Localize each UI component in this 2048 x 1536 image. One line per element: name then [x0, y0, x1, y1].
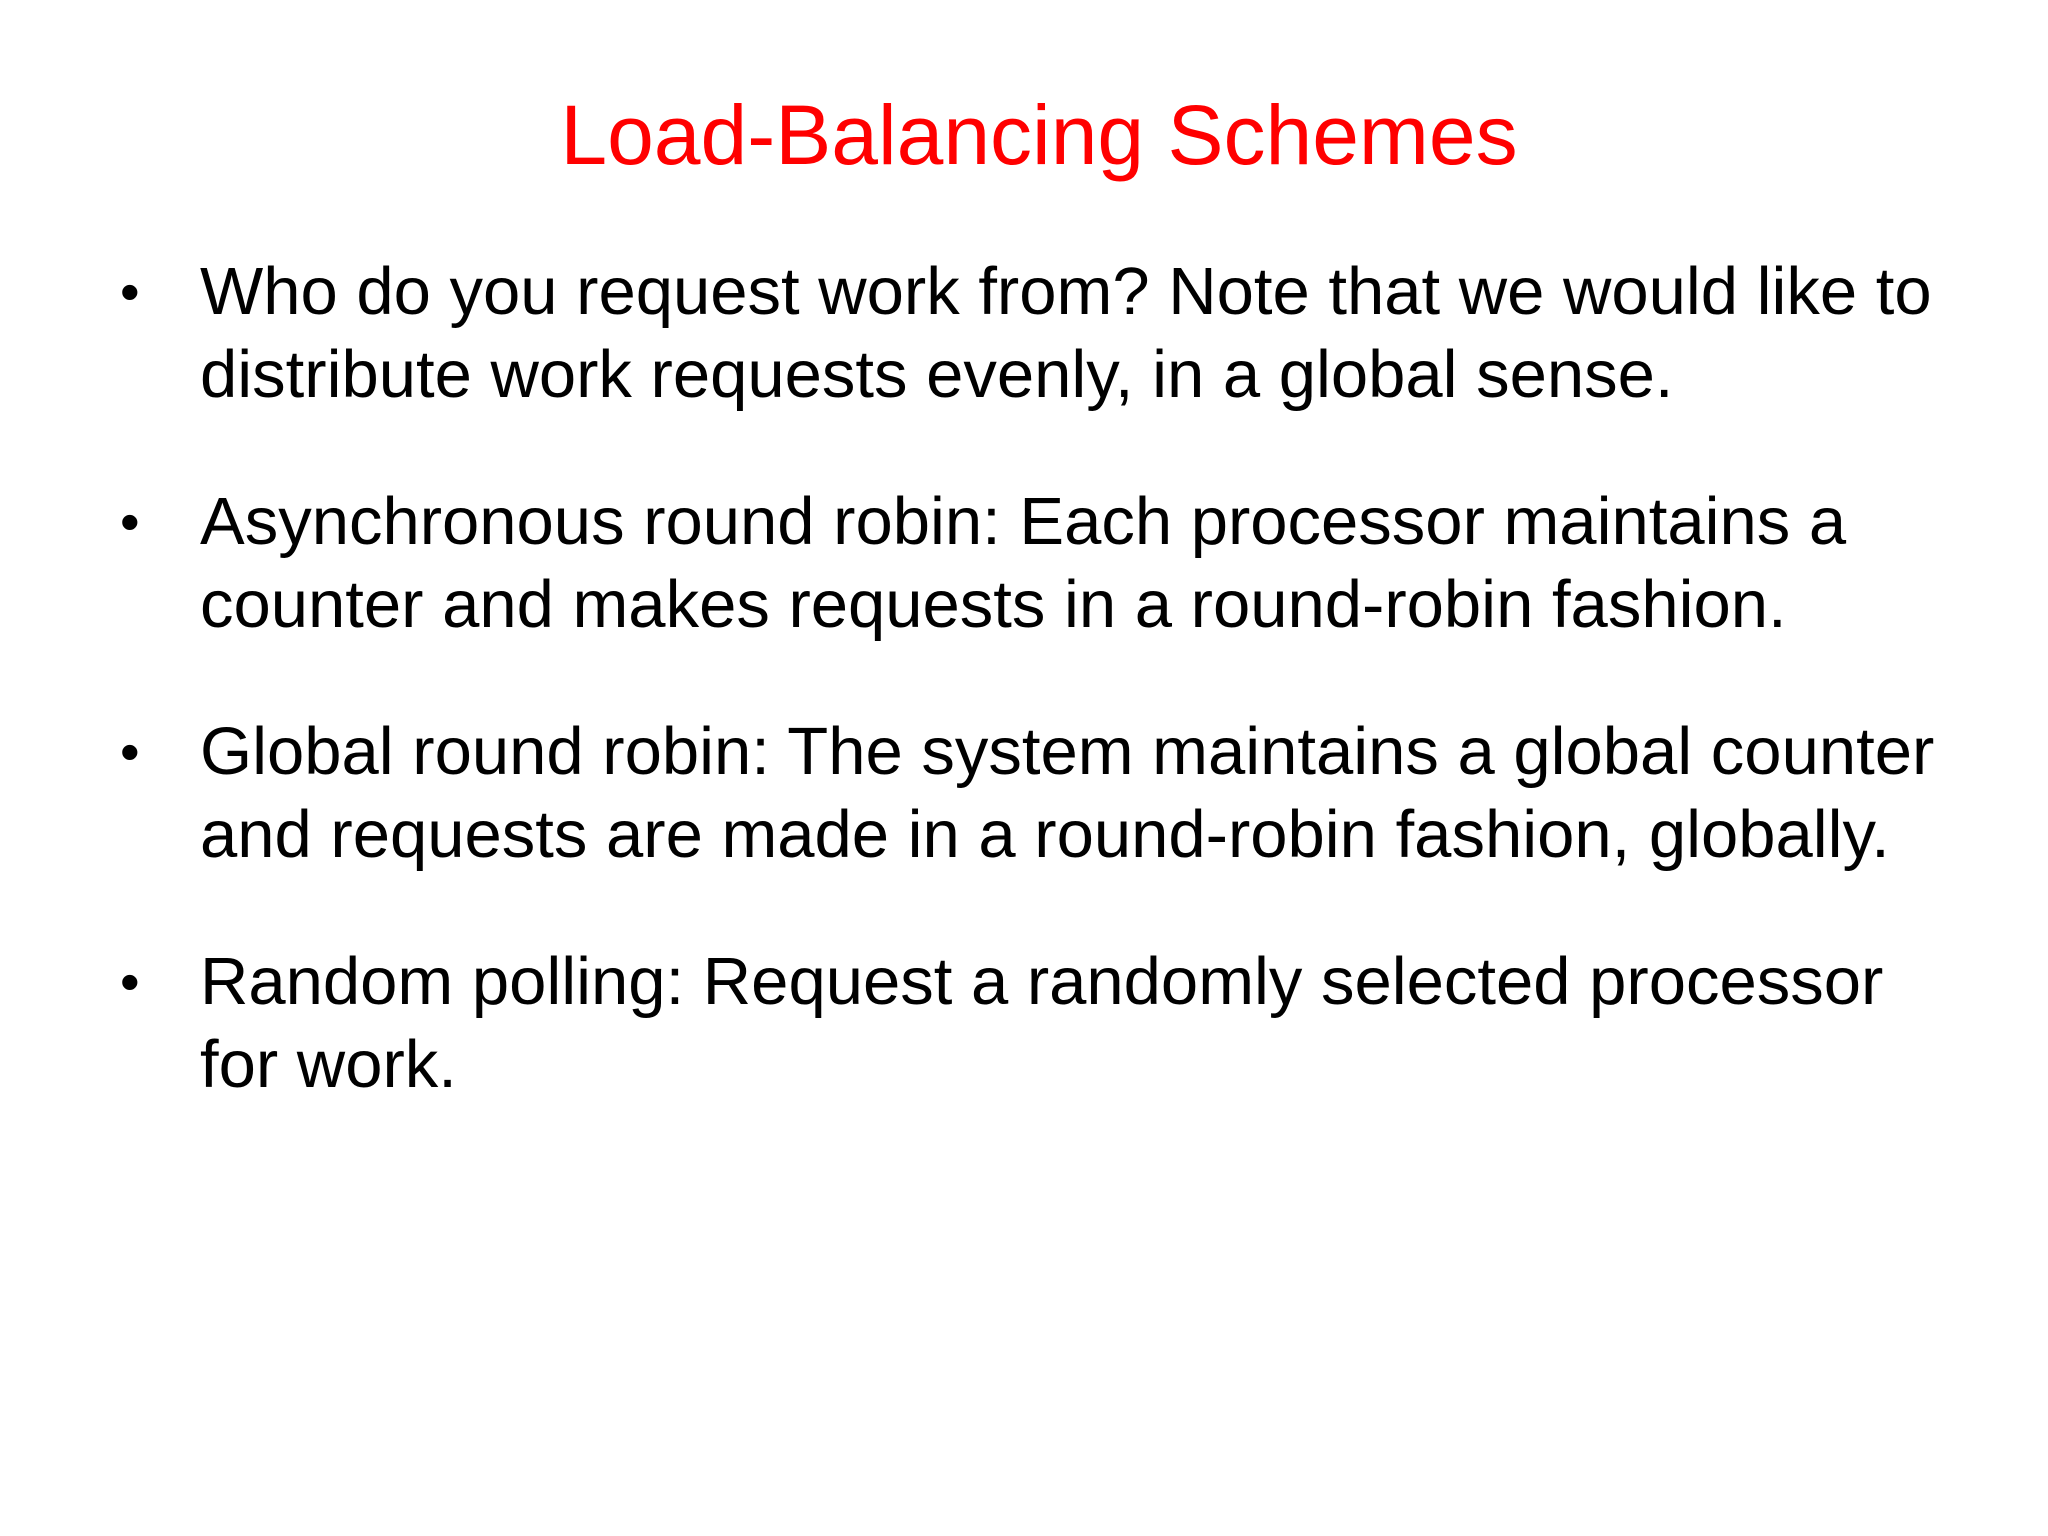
bullet-dot-icon: • [120, 720, 140, 783]
slide-title: Load-Balancing Schemes [560, 88, 1518, 182]
bullet-text: Asynchronous round robin: Each processor maintains a counter and makes requests in a round-robin fashion. [200, 484, 1847, 642]
bullet-dot-icon: • [120, 260, 140, 323]
bullet-text: Global round robin: The system maintains a global counter and requests are made in a round-robin fashion, globally. [200, 714, 1935, 872]
bullet-item [120, 480, 1960, 646]
bullet-item [120, 710, 1960, 876]
bullet-item [120, 940, 1960, 1106]
bullet-dot-icon: • [120, 950, 140, 1013]
bullet-item [120, 250, 1960, 416]
bullet-dot-icon: • [120, 490, 140, 553]
bullet-list [120, 250, 1960, 1170]
bullet-text: Random polling: Request a randomly selected processor for work. [200, 944, 1884, 1102]
bullet-text: Who do you request work from? Note that we would like to distribute work requests evenly, in a global sense. [200, 254, 1932, 412]
